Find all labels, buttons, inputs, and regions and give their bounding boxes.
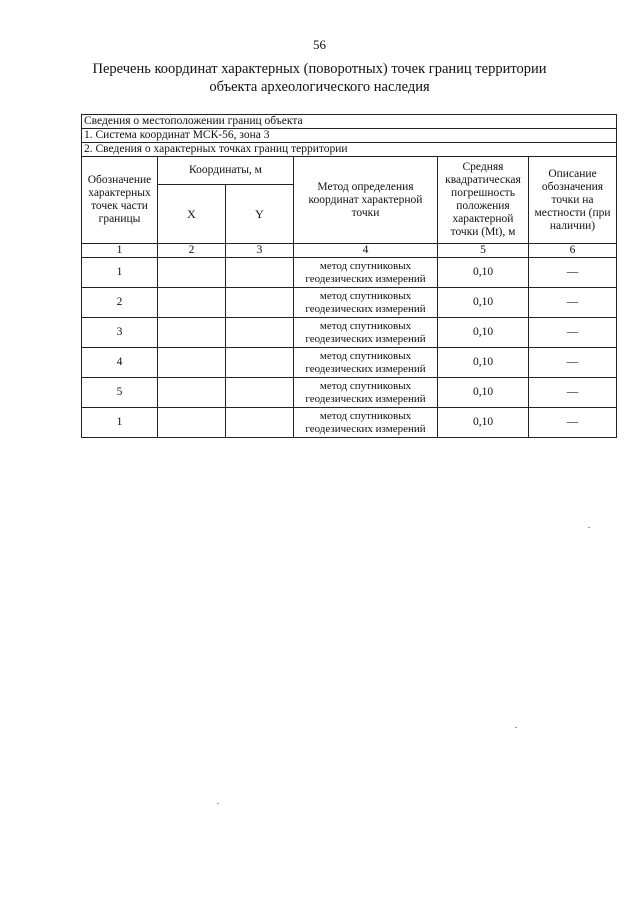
cell-method: метод спутниковых геодезических измерений: [294, 258, 438, 288]
title-line-1: Перечень координат характерных (поворотных) точек границ территории: [92, 61, 547, 77]
column-number: 2: [158, 244, 226, 258]
cell-y: [226, 318, 294, 348]
info-coordinate-system: 1. Система координат МСК-56, зона 3: [82, 129, 617, 143]
header-coordinates: Координаты, м: [158, 157, 294, 185]
info-points: 2. Сведения о характерных точках границ территории: [82, 143, 617, 157]
column-number: 3: [226, 244, 294, 258]
cell-method: метод спутниковых геодезических измерений: [294, 288, 438, 318]
header-method: Метод определения координат характерной точки: [294, 157, 438, 244]
info-row: [82, 129, 617, 143]
page-number: 56: [313, 37, 326, 52]
cell-point-number: 2: [82, 288, 158, 318]
table-row: [82, 348, 617, 378]
cell-y: [226, 348, 294, 378]
cell-y: [226, 288, 294, 318]
cell-y: [226, 258, 294, 288]
document-title: [60, 60, 579, 96]
cell-error: 0,10: [438, 258, 529, 288]
cell-description: —: [529, 408, 617, 438]
coordinates-table: [81, 114, 617, 438]
scan-speck: [588, 527, 590, 528]
data-rows: [82, 258, 617, 438]
scan-speck: [217, 803, 219, 804]
info-row: [82, 143, 617, 157]
header-row: [82, 157, 617, 185]
cell-y: [226, 408, 294, 438]
cell-error: 0,10: [438, 288, 529, 318]
info-row: [82, 115, 617, 129]
cell-method: метод спутниковых геодезических измерений: [294, 378, 438, 408]
table-row: [82, 378, 617, 408]
cell-point-number: 5: [82, 378, 158, 408]
column-number: 4: [294, 244, 438, 258]
cell-description: —: [529, 318, 617, 348]
table-row: [82, 318, 617, 348]
cell-point-number: 3: [82, 318, 158, 348]
info-location: Сведения о местоположении границ объекта: [82, 115, 617, 129]
title-line-2: объекта археологического наследия: [209, 79, 430, 95]
column-number: 5: [438, 244, 529, 258]
cell-description: —: [529, 288, 617, 318]
cell-description: —: [529, 348, 617, 378]
scan-speck: [515, 727, 517, 728]
cell-method: метод спутниковых геодезических измерений: [294, 318, 438, 348]
header-error: Средняя квадратическая погрешность положения характерной точки (Mt), м: [438, 157, 529, 244]
header-x: X: [158, 185, 226, 244]
cell-x: [158, 258, 226, 288]
cell-description: —: [529, 378, 617, 408]
cell-y: [226, 378, 294, 408]
cell-point-number: 1: [82, 258, 158, 288]
cell-x: [158, 408, 226, 438]
cell-x: [158, 348, 226, 378]
table-row: [82, 408, 617, 438]
cell-point-number: 1: [82, 408, 158, 438]
cell-error: 0,10: [438, 378, 529, 408]
cell-point-number: 4: [82, 348, 158, 378]
cell-error: 0,10: [438, 318, 529, 348]
cell-method: метод спутниковых геодезических измерений: [294, 348, 438, 378]
cell-x: [158, 318, 226, 348]
header-description: Описание обозначения точки на местности (при наличии): [529, 157, 617, 244]
header-designation: Обозначение характерных точек части границы: [82, 157, 158, 244]
column-number: 1: [82, 244, 158, 258]
header-y: Y: [226, 185, 294, 244]
table-row: [82, 258, 617, 288]
cell-description: —: [529, 258, 617, 288]
cell-x: [158, 288, 226, 318]
cell-x: [158, 378, 226, 408]
table-row: [82, 288, 617, 318]
cell-error: 0,10: [438, 408, 529, 438]
cell-error: 0,10: [438, 348, 529, 378]
cell-method: метод спутниковых геодезических измерений: [294, 408, 438, 438]
column-number: 6: [529, 244, 617, 258]
column-numbers-row: [82, 244, 617, 258]
